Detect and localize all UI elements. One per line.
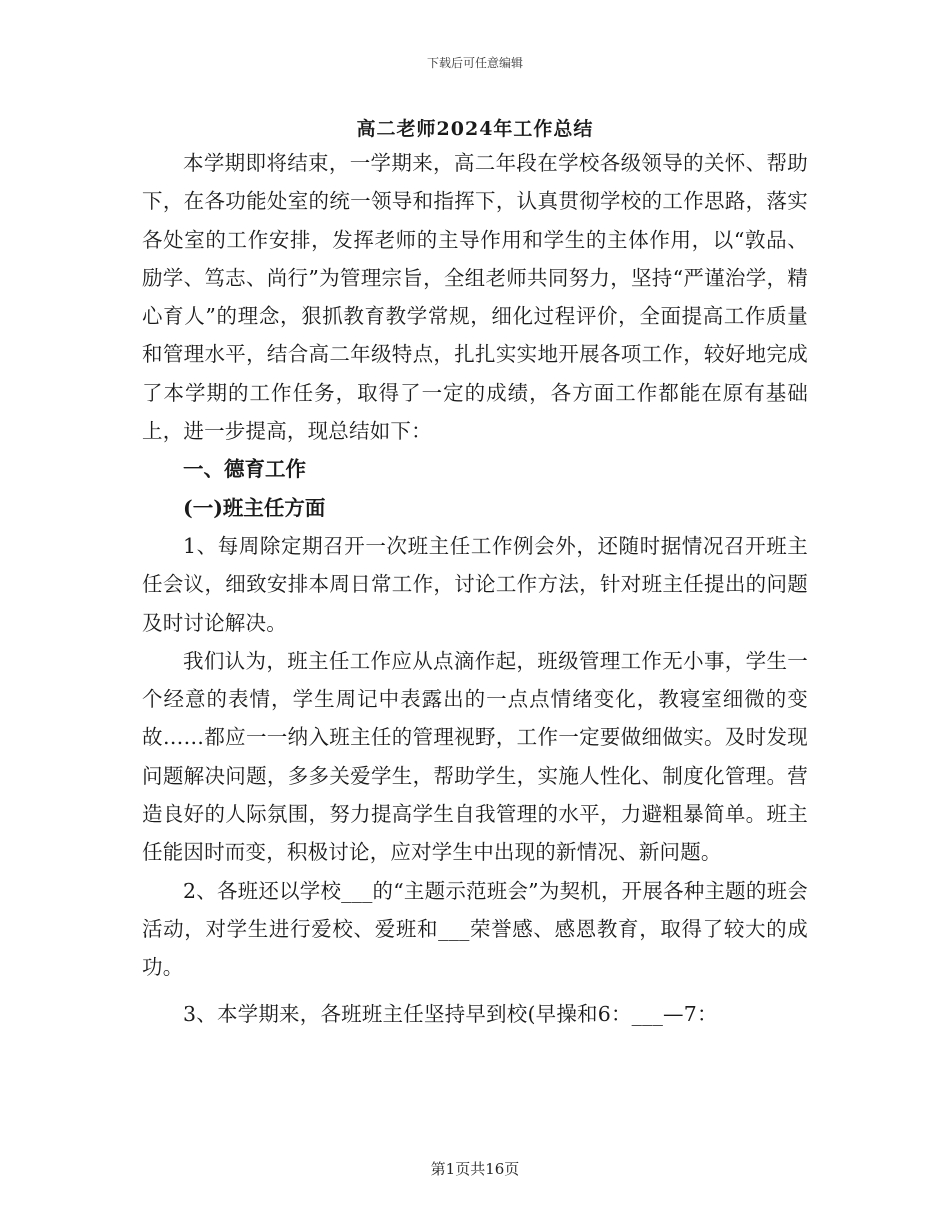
document-body [142,144,808,1033]
opinion-paragraph: 我们认为，班主任工作应从点滴作起，班级管理工作无小事，学生一个经意的表情，学生周记中表露出的一点点情绪变化，教寝室细微的变故……都应一一纳入班主任的管理视野，工作一定要做细做实。及时发现问题解决问题，多多关爱学生，帮助学生，实施人性化、制度化管理。营造良好的人际氛围，努力提高学生自我管理的水平，力避粗暴简单。班主任能因时而变，积极讨论，应对学生中出现的新情况、新问题。 [142,648,808,865]
document-title: 高二老师2024年工作总结 [356,118,594,140]
header-note: 下载后可任意编辑 [426,56,523,70]
section-heading-moral-education: 一、德育工作 [183,457,306,482]
item-1-paragraph: 1、每周除定期召开一次班主任工作例会外，还随时据情况召开班主任会议，细致安排本周日常工作，讨论工作方法，针对班主任提出的问题及时讨论解决。 [142,533,808,635]
item-3-paragraph: 3、本学期来，各班班主任坚持早到校(早操和6：___—7： [183,1001,718,1026]
subsection-heading-head-teacher: (一)班主任方面 [183,495,326,520]
item-2-paragraph: 2、各班还以学校___的“主题示范班会”为契机，开展各种主题的班会活动，对学生进行爱校、爱班和___荣誉感、感恩教育，取得了较大的成功。 [142,878,808,980]
page-number-footer: 第1页共16页 [430,1160,520,1178]
intro-paragraph: 本学期即将结束，一学期来，高二年段在学校各级领导的关怀、帮助下，在各功能处室的统一领导和指挥下，认真贯彻学校的工作思路，落实各处室的工作安排，发挥老师的主导作用和学生的主体作用，以“敦品、励学、笃志、尚行”为管理宗旨，全组老师共同努力，坚持“严谨治学，精心育人”的理念，狠抓教育教学常规，细化过程评价，全面提高工作质量和管理水平，结合高二年级特点，扎扎实实地开展各项工作，较好地完成了本学期的工作任务，取得了一定的成绩，各方面工作都能在原有基础上，进一步提高，现总结如下： [142,151,808,444]
